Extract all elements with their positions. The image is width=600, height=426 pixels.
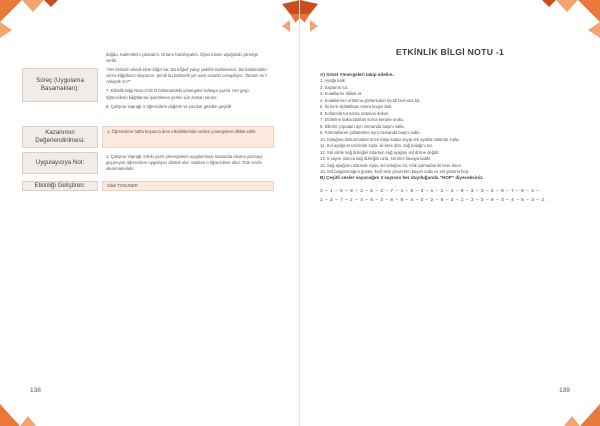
developer-content [102,181,274,191]
list-item: 7. Dizlerine dokunduktan sonra kenare oruku. [320,117,405,122]
page-title: ETKİNLİK BİLGİ NOTU -1 [395,47,505,57]
list-item: 15. Sol başparmağını göster, kedi sesi çıkarırken başını salla ve sol gözünü kırp. [320,169,470,174]
developer-row [22,181,274,191]
number-sequence-1: 3 – 1 – 6 – 9 – 2 – 5 – 3 – 7 – 4 – 8 – 3 – 1 – 2 – 4 – 8 – 3 – 3 – 6 – 9 – 7 – 8 – 3 – [320,188,540,193]
list-item: 11. Sol ayağının üzerinde zıpla, iki kere dön, sağ kolağını tut. [320,143,433,148]
developer-name: Sibel TOSUNER [107,183,138,188]
process-paragraph: "Her birinizin elinde birer kâğıt var. Bu kâğıdı yatay şekilde katlamanızı. Bu katlamadan sonra kâğıdınızı oluşturun. Şimdi bu bölümde yer alan soruları cevaplayın. Tamam mı? Anlaştık mı?" [106,67,267,85]
list-item: 12. Sol elinle sağ dizleğini tutarken sağ ayağını sol dizine değdir. [320,149,440,155]
process-content [102,50,274,120]
list-item: 4. Kulaklarının ortasına gözlerinden kendi burnuna tut. [320,97,421,103]
process-paragraph: doğdu. Kalemlerini çıkaralım. Ortamı hazırlayalım. Öğrencilerin aşağıdaki yönerge verilir. [106,52,258,64]
section-a-heading: A) Sözel Yönergeleri takip edelim. [320,72,394,77]
list-item: 14. Sağ ayağının üstünde zıpla, sol kolağını tut, sılık çalmadan iki kere dsus. [320,162,462,168]
assessment-label: Kazanımın Değerlendirilmesi: [22,126,98,148]
list-item: 9. Parmaklarını şıklattırken aynı zamanda başını salla. [320,130,421,135]
assessment-row [22,126,274,148]
practitioner-note-content [102,152,274,176]
section-b-heading: B) Çeşitli sesler sayacağım 3 sayısını her duyduğunda "HOP" diyeceksiniz. [320,175,484,180]
process-row [22,50,274,120]
right-page [300,0,600,426]
practitioner-note-row [22,152,274,174]
process-paragraph: 7. Etkinlik Bilgi Notu-2'nin B bölümündeki yönergeler tahtaya yazılır. Her grup, öğrencilerin kâğıtlarına işaretlenen yerleri için zaman tanınır. [106,88,250,100]
process-paragraph: 8. Çalışma Yaprağı-1 öğrencilere dağıtılır ve yazıları gözden geçirilir. [106,103,233,109]
instruction-list [320,78,469,176]
assessment-paragraph: 1. Öğrencilere hafta boyunca ders etkinliklerinde verilen yönergelere dikkat edilir. [107,129,257,134]
developer-label: Etkinliği Geliştiren: [22,181,98,191]
list-item: 1. Ayağa kalk. [320,78,346,83]
list-item: 13. 5 sayısı olunca sağ dizleğini uzat, sol elini havaya kaldır. [320,156,432,161]
assessment-content [102,126,274,148]
page-number-left: 138 [30,387,41,394]
process-label: Süreç (Uygulama Basamakları): [22,68,98,102]
list-item: 8. Ellerini çırpadan ayrı zamanda başını salla. [320,123,405,129]
number-sequence-2: 1 – 3 – 7 – 2 – 4 – 5 – 3 – 6 – 8 – 4 – 3 – 2 – 6 – 3 – 1 – 3 – 2 – 9 – 3 – 4 – 8 – 3 – 2 . [320,197,549,202]
list-item: 10. Kolağına dokunmadan önce başa kadar sayıp tek ayakla üstünde zıpla. [320,136,460,142]
list-item: 3. Kulaklarını dikkat et. [320,91,363,96]
list-item: 5. İki kere ziplattıktan sonra kıvgın bak. [320,104,393,109]
practitioner-note-label: Uygulayıcıya Not: [22,152,98,174]
list-item: 6. Kollarınla tut sonra ortasına dokun. [320,110,390,116]
practitioner-note-paragraph: 1. Çalışma Yaprağı-1'deki yazılı yönergelerin uygulanması sırasında okuma yazmayı geçmeyen öğrencilere uygulayıcı destek olur. Sadece o öğrencilere okur. Tüm sınıfa okunmamalıdır. [106,154,263,172]
list-item: 2. Saçlarını tut. [320,84,349,90]
page-number-right: 139 [559,387,570,394]
